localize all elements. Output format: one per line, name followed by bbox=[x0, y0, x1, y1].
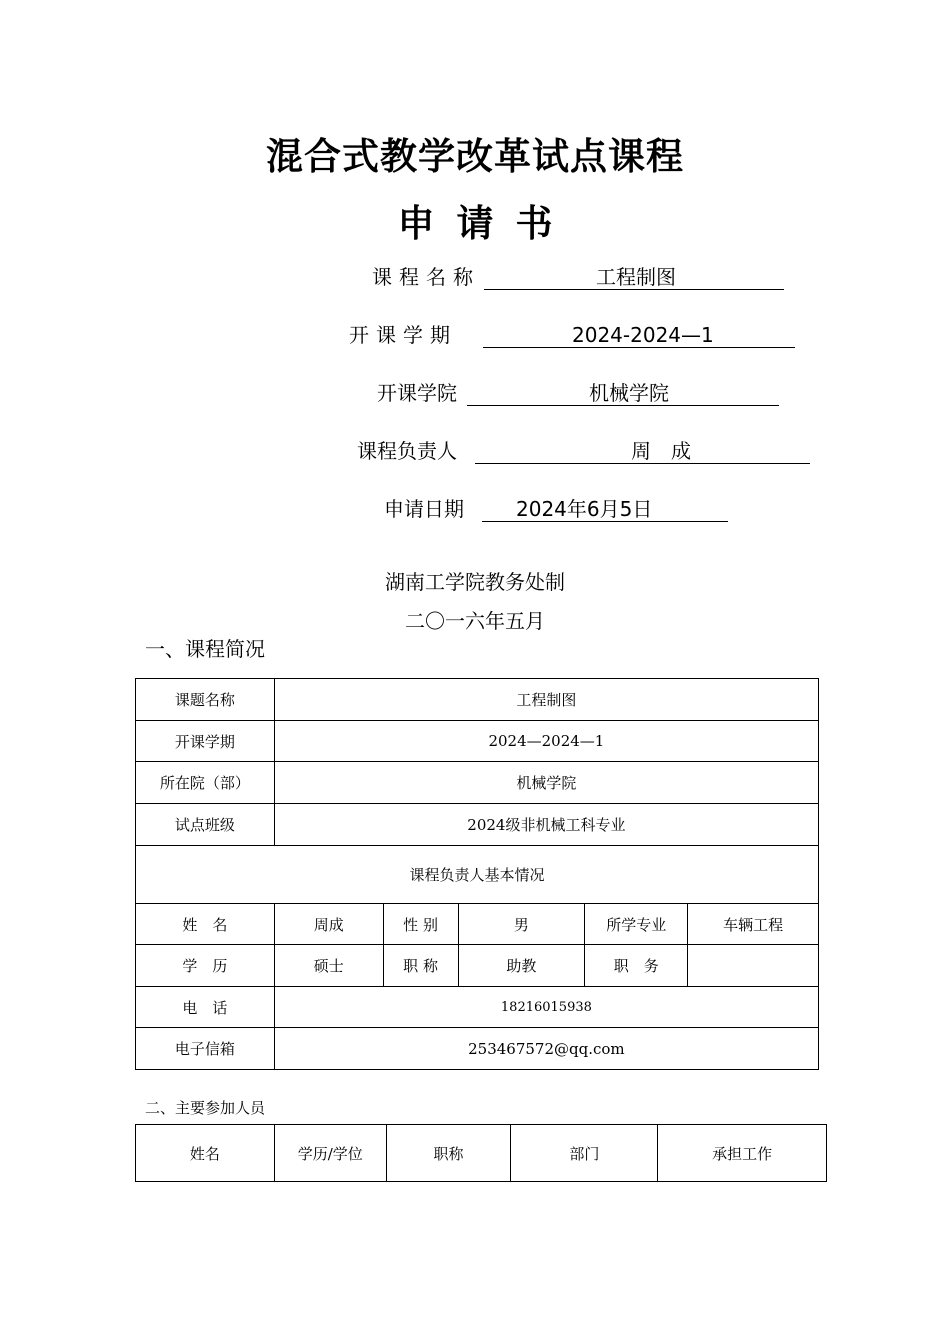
row-label: 试点班级 bbox=[136, 804, 275, 846]
row-value: 机械学院 bbox=[274, 762, 818, 804]
row-label: 课题名称 bbox=[136, 679, 275, 721]
column-header: 部门 bbox=[511, 1125, 658, 1182]
table-row bbox=[136, 904, 819, 945]
issuer: 湖南工学院教务处制 bbox=[385, 570, 565, 594]
title-label: 职 称 bbox=[383, 945, 458, 987]
row-value: 2024级非机械工科专业 bbox=[274, 804, 818, 846]
leader-value: 周 成 bbox=[631, 439, 691, 463]
course-name-value: 工程制图 bbox=[596, 265, 676, 289]
column-header: 姓名 bbox=[136, 1125, 275, 1182]
column-header: 学历/学位 bbox=[274, 1125, 386, 1182]
major-value: 车辆工程 bbox=[688, 904, 819, 945]
table-row bbox=[136, 945, 819, 987]
title-value: 助教 bbox=[458, 945, 585, 987]
college-value: 机械学院 bbox=[589, 381, 669, 405]
date-label: 申请日期 bbox=[384, 497, 464, 521]
leader-section-header: 课程负责人基本情况 bbox=[136, 846, 819, 904]
gender-value: 男 bbox=[458, 904, 585, 945]
table-row bbox=[136, 846, 819, 904]
date-value: 2024年6月5日 bbox=[516, 497, 653, 521]
post-label: 职 务 bbox=[585, 945, 688, 987]
table-header-row bbox=[136, 1125, 827, 1182]
college-label: 开课学院 bbox=[377, 381, 457, 405]
table-row bbox=[136, 762, 819, 804]
participants-table bbox=[135, 1124, 827, 1182]
course-name-label: 课程名称 bbox=[372, 265, 480, 289]
table-row bbox=[136, 679, 819, 721]
table-row bbox=[136, 987, 819, 1028]
term-label: 开课学期 bbox=[349, 323, 457, 347]
document-subtitle: 申请书 bbox=[397, 202, 575, 245]
college-field bbox=[377, 378, 779, 408]
row-label: 开课学期 bbox=[136, 721, 275, 762]
edu-label: 学 历 bbox=[136, 945, 275, 987]
table-row bbox=[136, 1028, 819, 1070]
issue-date: 二〇一六年五月 bbox=[405, 609, 545, 633]
major-label: 所学专业 bbox=[585, 904, 688, 945]
date-field bbox=[384, 494, 728, 524]
edu-value: 硕士 bbox=[274, 945, 383, 987]
email-label: 电子信箱 bbox=[136, 1028, 275, 1070]
course-summary-table bbox=[135, 678, 819, 1070]
table-row bbox=[136, 721, 819, 762]
leader-field bbox=[357, 436, 810, 466]
term-value: 2024-2024—1 bbox=[572, 323, 714, 347]
table-row bbox=[136, 804, 819, 846]
term-field bbox=[349, 320, 795, 350]
name-label: 姓 名 bbox=[136, 904, 275, 945]
row-label: 所在院（部） bbox=[136, 762, 275, 804]
email-value: 253467572@qq.com bbox=[274, 1028, 818, 1070]
row-value: 2024—2024—1 bbox=[274, 721, 818, 762]
phone-label: 电 话 bbox=[136, 987, 275, 1028]
name-value: 周成 bbox=[274, 904, 383, 945]
leader-label: 课程负责人 bbox=[357, 439, 457, 463]
section2-heading: 二、主要参加人员 bbox=[145, 1099, 266, 1117]
course-name-field bbox=[372, 262, 784, 292]
row-value: 工程制图 bbox=[274, 679, 818, 721]
phone-value: 18216015938 bbox=[274, 987, 818, 1028]
gender-label: 性 别 bbox=[383, 904, 458, 945]
column-header: 承担工作 bbox=[658, 1125, 827, 1182]
column-header: 职称 bbox=[386, 1125, 511, 1182]
post-value bbox=[688, 945, 819, 987]
section1-heading: 一、课程简况 bbox=[145, 637, 265, 661]
document-title: 混合式教学改革试点课程 bbox=[266, 135, 684, 178]
